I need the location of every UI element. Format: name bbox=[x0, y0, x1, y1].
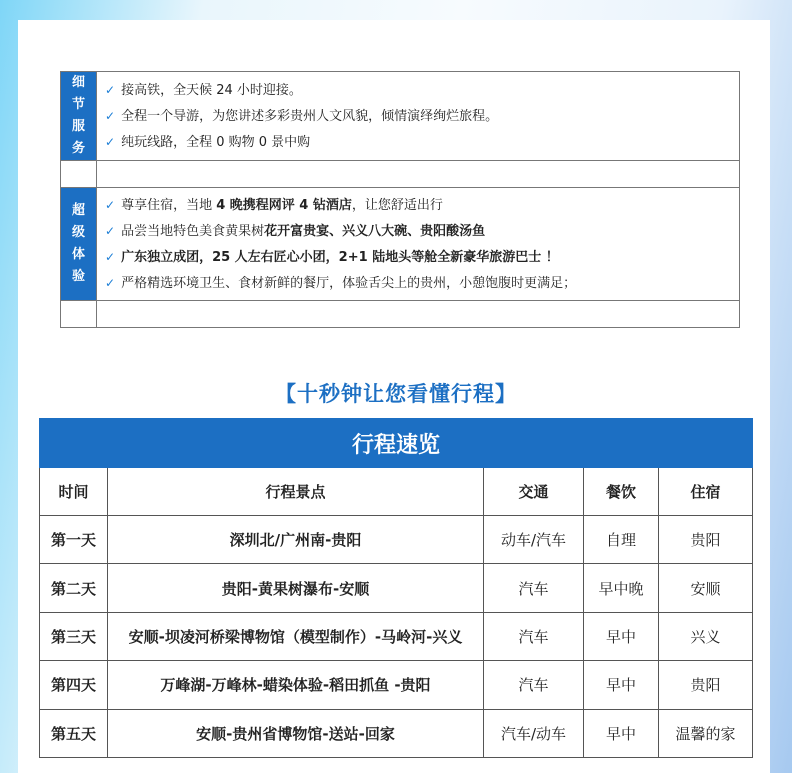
checkmark-icon: ✓ bbox=[105, 250, 116, 264]
detail-service-table bbox=[60, 71, 740, 328]
super-experience-items bbox=[97, 188, 740, 301]
transport-cell: 汽车 bbox=[484, 612, 584, 660]
table-row bbox=[40, 709, 753, 757]
list-item: ✓ 纯玩线路，全程 0 购物 0 景中购 bbox=[105, 135, 311, 150]
day-cell: 第五天 bbox=[40, 709, 108, 757]
detail-service-items bbox=[97, 72, 740, 161]
detail-service-label: 细 节 服 务 bbox=[61, 72, 97, 161]
lodging-cell: 兴义 bbox=[659, 612, 753, 660]
lodging-cell: 安顺 bbox=[659, 564, 753, 612]
header-route: 行程景点 bbox=[108, 468, 484, 516]
checkmark-icon: ✓ bbox=[105, 83, 116, 97]
list-item: ✓ 严格精选环境卫生、食材新鲜的餐厅，体验舌尖上的贵州，小憩饱腹时更满足； bbox=[105, 276, 577, 291]
lodging-cell: 贵阳 bbox=[659, 516, 753, 564]
header-time: 时间 bbox=[40, 468, 108, 516]
meals-cell: 早中晚 bbox=[584, 564, 659, 612]
checkmark-icon: ✓ bbox=[105, 198, 116, 212]
transport-cell: 汽车 bbox=[484, 661, 584, 709]
lodging-cell: 温馨的家 bbox=[659, 709, 753, 757]
table-row bbox=[40, 516, 753, 564]
checkmark-icon: ✓ bbox=[105, 109, 116, 123]
transport-cell: 汽车 bbox=[484, 564, 584, 612]
empty-cell bbox=[97, 301, 740, 328]
route-cell: 深圳北/广州南-贵阳 bbox=[108, 516, 484, 564]
header-transport: 交通 bbox=[484, 468, 584, 516]
day-cell: 第二天 bbox=[40, 564, 108, 612]
list-item: ✓ 接高铁，全天候 24 小时迎接。 bbox=[105, 83, 302, 98]
list-item: ✓ 品尝当地特色美食黄果树花开富贵宴、兴义八大碗、贵阳酸汤鱼 bbox=[105, 224, 486, 239]
header-lodging: 住宿 bbox=[659, 468, 753, 516]
route-cell: 安顺-贵州省博物馆-送站-回家 bbox=[108, 709, 484, 757]
route-cell: 万峰湖-万峰林-蜡染体验-稻田抓鱼 -贵阳 bbox=[108, 661, 484, 709]
checkmark-icon: ✓ bbox=[105, 224, 116, 238]
checkmark-icon: ✓ bbox=[105, 276, 116, 290]
lodging-cell: 贵阳 bbox=[659, 661, 753, 709]
empty-cell bbox=[97, 161, 740, 188]
list-item: ✓ 尊享住宿，当地 4 晚携程网评 4 钻酒店，让您舒适出行 bbox=[105, 198, 443, 213]
empty-cell bbox=[61, 301, 97, 328]
checkmark-icon: ✓ bbox=[105, 135, 116, 149]
list-item: ✓ 全程一个导游，为您讲述多彩贵州人文风貌，倾情演绎绚烂旅程。 bbox=[105, 109, 499, 124]
list-item: ✓ 广东独立成团，25 人左右匠心小团，2+1 陆地头等舱全新豪华旅游巴士 ！ bbox=[105, 250, 559, 265]
meals-cell: 早中 bbox=[584, 661, 659, 709]
transport-cell: 动车/汽车 bbox=[484, 516, 584, 564]
itinerary-table bbox=[39, 418, 753, 758]
route-cell: 安顺-坝凌河桥梁博物馆（模型制作）-马岭河-兴义 bbox=[108, 612, 484, 660]
itinerary-banner: 行程速览 bbox=[40, 419, 753, 468]
day-cell: 第三天 bbox=[40, 612, 108, 660]
table-row bbox=[40, 612, 753, 660]
day-cell: 第四天 bbox=[40, 661, 108, 709]
meals-cell: 早中 bbox=[584, 612, 659, 660]
table-row bbox=[40, 661, 753, 709]
header-meals: 餐饮 bbox=[584, 468, 659, 516]
route-cell: 贵阳-黄果树瀑布-安顺 bbox=[108, 564, 484, 612]
section-title: 【十秒钟让您看懂行程】 bbox=[275, 382, 517, 406]
table-row bbox=[40, 564, 753, 612]
super-experience-label: 超 级 体 验 bbox=[61, 188, 97, 301]
meals-cell: 早中 bbox=[584, 709, 659, 757]
meals-cell: 自理 bbox=[584, 516, 659, 564]
empty-cell bbox=[61, 161, 97, 188]
transport-cell: 汽车/动车 bbox=[484, 709, 584, 757]
day-cell: 第一天 bbox=[40, 516, 108, 564]
